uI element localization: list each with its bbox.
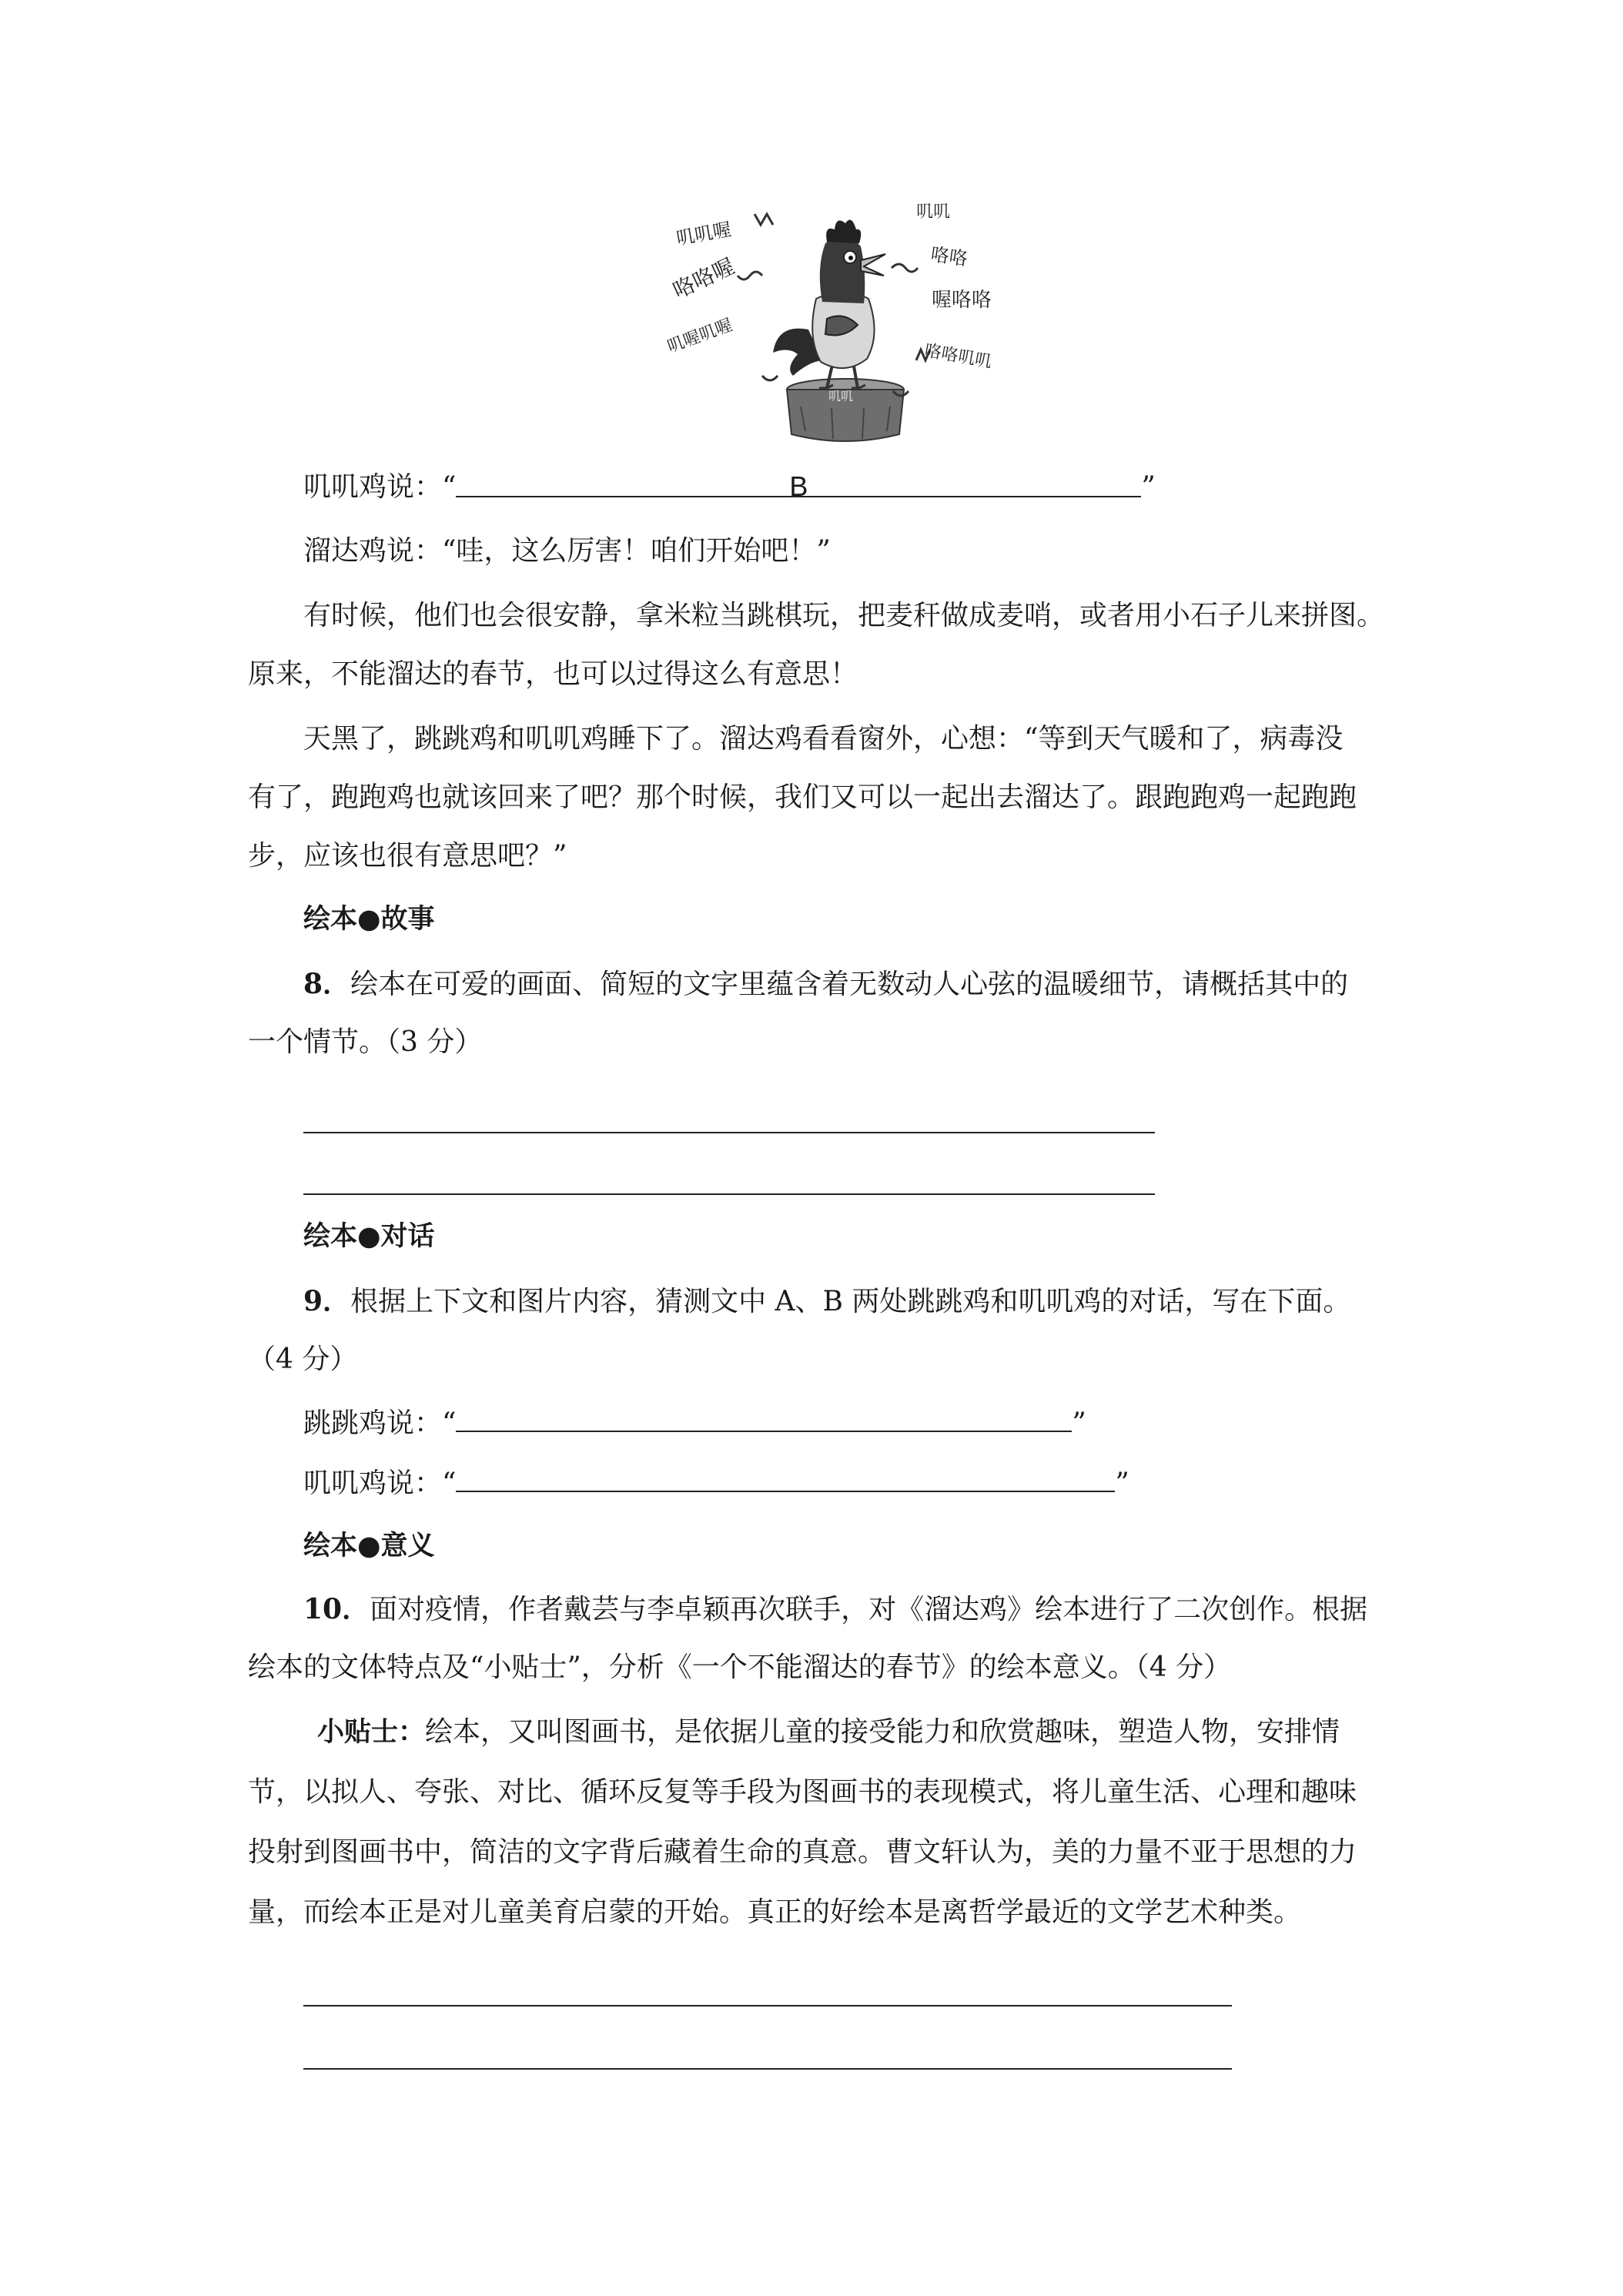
sound-word: 喔咯咯 <box>932 289 992 312</box>
answer-line[interactable] <box>303 1193 1155 1195</box>
sound-word: 咯咯喔 <box>669 253 739 304</box>
section-heading-story: 绘本●故事 <box>303 904 435 935</box>
dialogue-line-2: 溜达鸡说：“哇，这么厉害！咱们开始吧！” <box>303 535 831 567</box>
section-heading-dialogue: 绘本●对话 <box>303 1221 435 1252</box>
answer-blank[interactable] <box>456 1463 1115 1492</box>
question-number: 10． <box>303 1593 370 1625</box>
tip-line-4: 量，而绘本正是对儿童美育启蒙的开始。真正的好绘本是离哲学最近的文学艺术种类。 <box>248 1896 1302 1928</box>
sound-word: 咯咯叽叽 <box>922 341 993 373</box>
noisy-rooster-icon <box>662 183 1024 445</box>
answer-tiaotiao-line <box>303 1403 1443 1442</box>
answer-close: ” <box>1115 1468 1129 1499</box>
answer-close: ” <box>1072 1407 1086 1439</box>
question-8-line-2: 一个情节。（3 分） <box>248 1026 483 1058</box>
paragraph-1-line-2: 原来，不能溜达的春节，也可以过得这么有意思！ <box>248 658 858 690</box>
paragraph-2-line-1: 天黑了，跳跳鸡和叽叽鸡睡下了。溜达鸡看看窗外，心想：“等到天气暖和了，病毒没 <box>303 723 1344 755</box>
tip-text: 绘本，又叫图画书，是依据儿童的接受能力和欣赏趣味，塑造人物，安排情 <box>425 1716 1340 1748</box>
answer-line[interactable] <box>303 2068 1232 2070</box>
dialogue-b-speaker: 叽叽鸡说：“ <box>303 471 457 503</box>
sound-word: 咯咯 <box>929 243 969 270</box>
question-text: 根据上下文和图片内容，猜测文中 A、B 两处跳跳鸡和叽叽鸡的对话，写在下面。 <box>350 1286 1351 1317</box>
tip-line-3: 投射到图画书中，简洁的文字背后藏着生命的真意。曹文轩认为，美的力量不亚于思想的力 <box>248 1836 1357 1868</box>
answer-line[interactable] <box>303 2005 1232 2006</box>
tip-label: 小贴士： <box>317 1717 426 1748</box>
tip-line-1 <box>317 1714 1457 1751</box>
dialogue-b-blank[interactable] <box>456 468 1141 502</box>
pedestal-text: 叽叽 <box>828 389 854 403</box>
dialogue-b-line <box>303 468 1443 506</box>
sound-word: 叽叽喔 <box>674 218 733 249</box>
answer-label: 跳跳鸡说：“ <box>303 1407 457 1439</box>
question-10-line-2: 绘本的文体特点及“小贴士”，分析《一个不能溜达的春节》的绘本意义。（4 分） <box>248 1652 1232 1683</box>
question-8-line-1 <box>303 966 1443 1003</box>
paragraph-1-line-1: 有时候，他们也会很安静，拿米粒当跳棋玩，把麦秆做成麦哨，或者用小石子儿来拼图。 <box>303 600 1385 631</box>
answer-label: 叽叽鸡说：“ <box>303 1468 457 1499</box>
tip-line-2: 节，以拟人、夸张、对比、循环反复等手段为图画书的表现模式，将儿童生活、心理和趣味 <box>248 1776 1357 1808</box>
paragraph-2-line-3: 步，应该也很有意思吧？” <box>248 840 567 872</box>
question-9-line-1 <box>303 1283 1443 1320</box>
paragraph-2-line-2: 有了，跑跑鸡也就该回来了吧？那个时候，我们又可以一起出去溜达了。跟跑跑鸡一起跑跑 <box>248 782 1357 813</box>
sound-word: 叽喔叽喔 <box>664 316 735 357</box>
question-number: 8． <box>303 968 351 1000</box>
blank-marker-b: B <box>789 470 808 502</box>
dialogue-b-close: ” <box>1141 471 1156 503</box>
answer-line[interactable] <box>303 1132 1155 1133</box>
question-number: 9． <box>303 1285 351 1317</box>
answer-blank[interactable] <box>456 1403 1072 1432</box>
question-9-line-2: （4 分） <box>248 1344 358 1375</box>
question-text: 绘本在可爱的画面、简短的文字里蕴含着无数动人心弦的温暖细节，请概括其中的 <box>350 969 1349 1000</box>
question-10-line-1 <box>303 1591 1443 1628</box>
answer-jiji-line <box>303 1463 1443 1502</box>
sound-word: 叽叽 <box>916 202 951 222</box>
question-text: 面对疫情，作者戴芸与李卓颖再次联手，对《溜达鸡》绘本进行了二次创作。根据 <box>370 1594 1368 1625</box>
section-heading-meaning: 绘本●意义 <box>303 1531 435 1561</box>
